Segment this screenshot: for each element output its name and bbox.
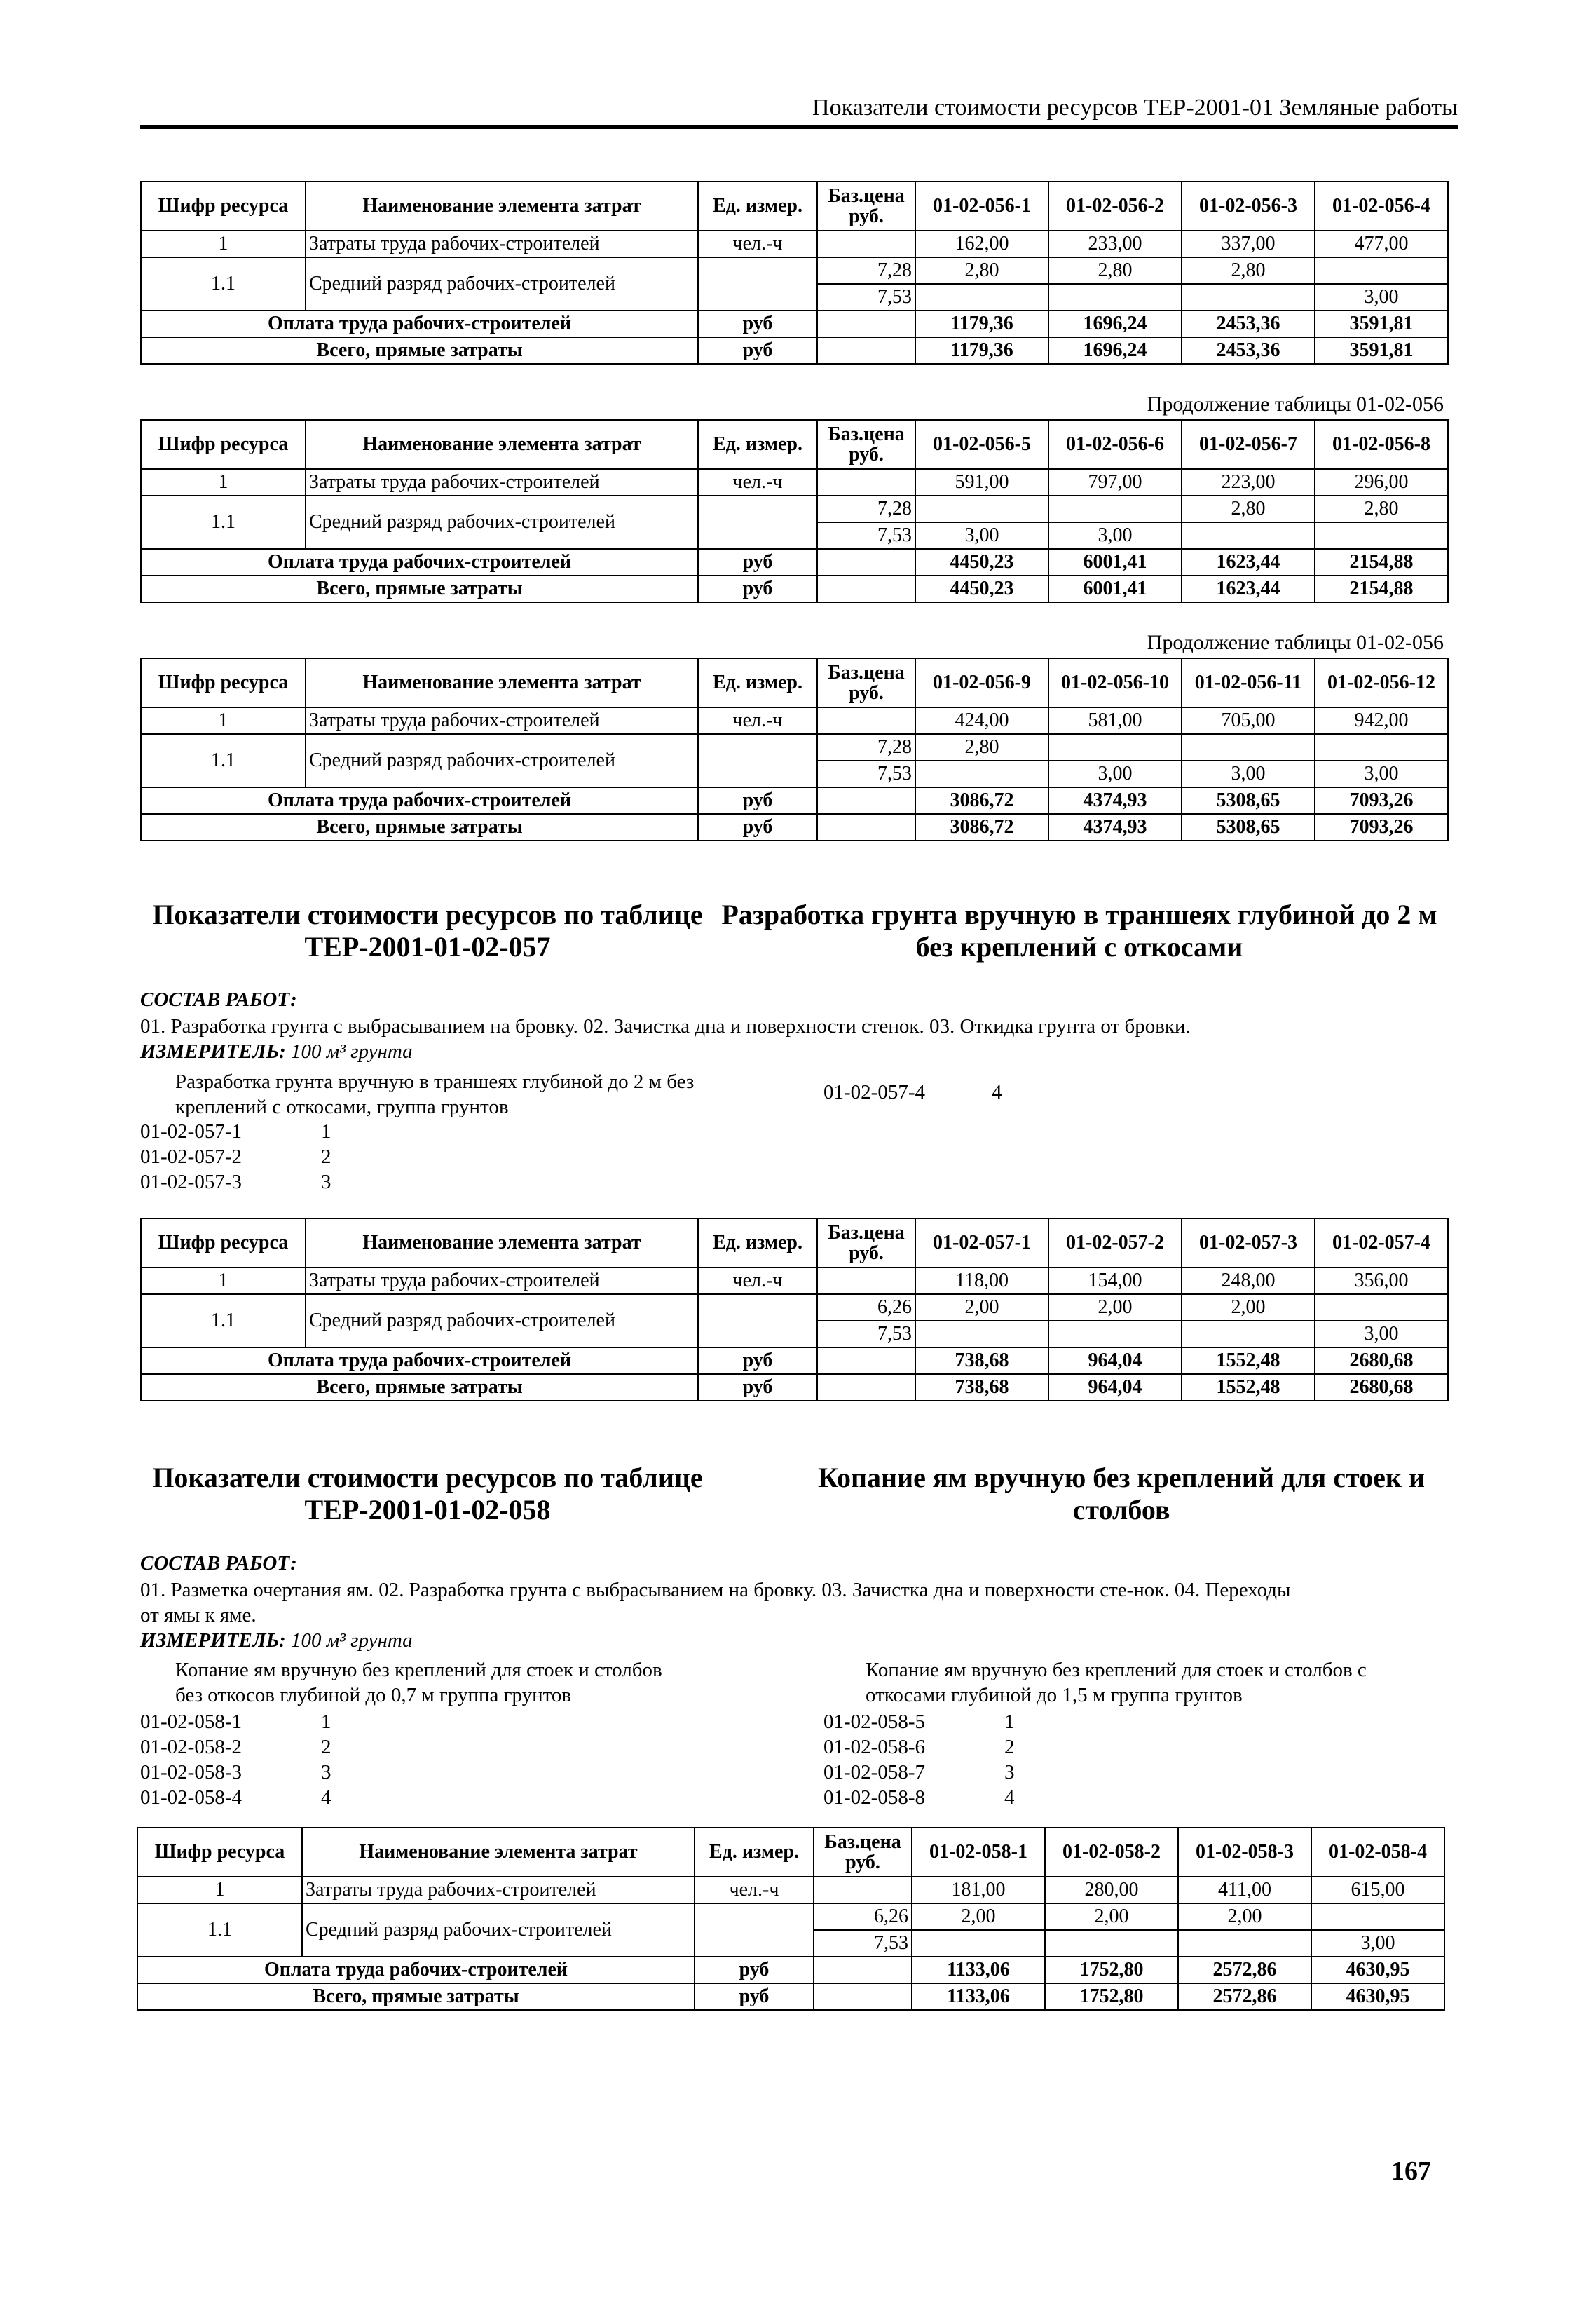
labor-cell: 797,00 <box>1048 469 1182 496</box>
s57-desc: Разработка грунта вручную в траншеях глубиной до 2 м без креплений с откосами, группа грунтов <box>175 1071 695 1118</box>
total-cell: 1179,36 <box>915 337 1048 364</box>
grade-cell: 2,80 <box>915 257 1048 284</box>
total-cell: 3086,72 <box>915 814 1048 841</box>
row-total-price <box>817 814 915 841</box>
total-cell: 1623,44 <box>1182 576 1315 602</box>
row-labor-unit: чел.-ч <box>698 469 817 496</box>
total-cell: 5308,65 <box>1182 814 1315 841</box>
s57-sostav-label: СОСТАВ РАБОТ: <box>140 988 297 1011</box>
row-labor-code: 1 <box>137 1877 302 1903</box>
row-grade-code: 1.1 <box>137 1903 302 1957</box>
s58-left-desc: Копание ям вручную без креплений для стоек и столбов без откосов глубиной до 0,7 м группа грунтов <box>175 1659 662 1706</box>
grade-cell <box>915 761 1048 787</box>
col-head: 01-02-057-4 <box>1315 1218 1448 1268</box>
row-grade-unit <box>695 1903 814 1957</box>
pay-cell: 1623,44 <box>1182 549 1315 576</box>
page-number: 167 <box>1391 2156 1431 2186</box>
pay-cell: 3086,72 <box>915 787 1048 814</box>
grade-price-1: 7,28 <box>817 496 915 522</box>
grade-cell <box>1045 1930 1178 1957</box>
pay-cell: 738,68 <box>915 1347 1048 1374</box>
grade-cell: 2,00 <box>1045 1903 1178 1930</box>
code-item: 01-02-058-3 3 <box>140 1761 331 1783</box>
pay-cell: 4450,23 <box>915 549 1048 576</box>
col-head: 01-02-057-2 <box>1048 1218 1182 1268</box>
row-total-name: Всего, прямые затраты <box>137 1983 695 2010</box>
s58-measure: ИЗМЕРИТЕЛЬ: 100 м³ грунта <box>140 1629 413 1652</box>
s57-title-right: Разработка грунта вручную в траншеях глубиной до 2 м без креплений с откосами <box>721 899 1437 963</box>
grade-cell <box>915 1321 1048 1347</box>
s57-measure: ИЗМЕРИТЕЛЬ: 100 м³ грунта <box>140 1040 413 1063</box>
col-head: 01-02-056-1 <box>915 182 1048 231</box>
row-total-name: Всего, прямые затраты <box>141 337 698 364</box>
row-labor-code: 1 <box>141 707 306 734</box>
grade-cell: 2,80 <box>1048 257 1182 284</box>
row-pay-unit: руб <box>698 787 817 814</box>
grade-price-2: 7,53 <box>817 761 915 787</box>
total-cell: 1133,06 <box>912 1983 1045 2010</box>
row-labor-price <box>817 1268 915 1294</box>
col-name-header: Наименование элемента затрат <box>306 182 698 231</box>
grade-cell: 2,80 <box>915 734 1048 761</box>
continuation-label: Продолжение таблицы 01-02-056 <box>1147 631 1444 654</box>
col-head: 01-02-057-1 <box>915 1218 1048 1268</box>
row-pay-price <box>817 311 915 337</box>
page-header: Показатели стоимости ресурсов ТЕР-2001-01 Земляные работы <box>140 91 1458 129</box>
row-labor-price <box>817 469 915 496</box>
row-pay-unit: руб <box>695 1957 814 1983</box>
row-pay-unit: руб <box>698 549 817 576</box>
s58-sostav-label: СОСТАВ РАБОТ: <box>140 1552 297 1575</box>
total-cell: 964,04 <box>1048 1374 1182 1401</box>
row-total-name: Всего, прямые затраты <box>141 1374 698 1401</box>
row-grade-unit <box>698 1294 817 1347</box>
labor-cell: 942,00 <box>1315 707 1448 734</box>
row-labor-unit: чел.-ч <box>698 707 817 734</box>
row-labor-unit: чел.-ч <box>698 231 817 257</box>
total-cell: 2453,36 <box>1182 337 1315 364</box>
total-cell: 7093,26 <box>1315 814 1448 841</box>
s58-left-codes <box>140 1709 331 1810</box>
s58-sostav-text: 01. Разметка очертания ям. 02. Разработка грунта с выбрасыванием на бровку. 03. Зачистка дна и поверхности сте-нок. 04. Переходы от ямы к яме. <box>140 1579 1291 1626</box>
resource-table-1 <box>140 181 1449 365</box>
grade-cell <box>1048 496 1182 522</box>
grade-cell: 2,00 <box>912 1903 1045 1930</box>
grade-cell <box>1315 257 1448 284</box>
row-grade-unit <box>698 734 817 787</box>
row-pay-name: Оплата труда рабочих-строителей <box>141 311 698 337</box>
resource-table-4 <box>140 1218 1449 1401</box>
row-grade-code: 1.1 <box>141 734 306 787</box>
row-pay-name: Оплата труда рабочих-строителей <box>141 1347 698 1374</box>
total-cell: 3591,81 <box>1315 337 1448 364</box>
col-head: 01-02-056-5 <box>915 420 1048 469</box>
code-item: 01-02-057-2 2 <box>140 1146 331 1168</box>
col-head: 01-02-058-3 <box>1178 1828 1311 1877</box>
total-cell: 738,68 <box>915 1374 1048 1401</box>
labor-cell: 118,00 <box>915 1268 1048 1294</box>
row-total-price <box>814 1983 912 2010</box>
pay-cell: 7093,26 <box>1315 787 1448 814</box>
code-item: 01-02-058-1 1 <box>140 1711 331 1733</box>
row-grade-code: 1.1 <box>141 1294 306 1347</box>
row-labor-name: Затраты труда рабочих-строителей <box>306 1268 698 1294</box>
row-grade-name: Средний разряд рабочих-строителей <box>306 1294 698 1347</box>
grade-cell: 3,00 <box>1048 522 1182 549</box>
grade-cell: 3,00 <box>1315 1321 1448 1347</box>
grade-cell <box>1048 1321 1182 1347</box>
pay-cell: 3591,81 <box>1315 311 1448 337</box>
row-pay-price <box>814 1957 912 1983</box>
row-grade-unit <box>698 257 817 311</box>
grade-cell: 2,80 <box>1182 257 1315 284</box>
labor-cell: 356,00 <box>1315 1268 1448 1294</box>
col-name-header: Наименование элемента затрат <box>306 420 698 469</box>
labor-cell: 581,00 <box>1048 707 1182 734</box>
total-cell: 1552,48 <box>1182 1374 1315 1401</box>
pay-cell: 2680,68 <box>1315 1347 1448 1374</box>
s58-right-codes <box>823 1709 1015 1810</box>
row-grade-name: Средний разряд рабочих-строителей <box>302 1903 695 1957</box>
grade-cell <box>1048 284 1182 311</box>
col-head: 01-02-056-3 <box>1182 182 1315 231</box>
pay-cell: 5308,65 <box>1182 787 1315 814</box>
col-code-header: Шифр ресурса <box>141 182 306 231</box>
col-code-header: Шифр ресурса <box>141 420 306 469</box>
row-pay-price <box>817 1347 915 1374</box>
labor-cell: 162,00 <box>915 231 1048 257</box>
grade-cell <box>1315 522 1448 549</box>
col-head: 01-02-057-3 <box>1182 1218 1315 1268</box>
grade-cell <box>912 1930 1045 1957</box>
grade-cell: 2,00 <box>915 1294 1048 1321</box>
row-pay-unit: руб <box>698 311 817 337</box>
pay-cell: 964,04 <box>1048 1347 1182 1374</box>
col-code-header: Шифр ресурса <box>141 658 306 707</box>
grade-cell: 3,00 <box>1315 761 1448 787</box>
pay-cell: 2453,36 <box>1182 311 1315 337</box>
code-item: 01-02-058-7 3 <box>823 1761 1015 1783</box>
row-labor-code: 1 <box>141 469 306 496</box>
col-name-header: Наименование элемента затрат <box>302 1828 695 1877</box>
grade-cell: 3,00 <box>915 522 1048 549</box>
s57-sostav-text: 01. Разработка грунта с выбрасыванием на бровку. 02. Зачистка дна и поверхности стенок. 03. Откидка грунта от бровки. <box>140 1015 1191 1038</box>
labor-cell: 411,00 <box>1178 1877 1311 1903</box>
col-unit-header: Ед. измер. <box>698 420 817 469</box>
col-price-header: Баз.цена руб. <box>814 1828 912 1877</box>
grade-cell: 2,00 <box>1182 1294 1315 1321</box>
row-total-price <box>817 576 915 602</box>
row-total-unit: руб <box>698 337 817 364</box>
row-labor-name: Затраты труда рабочих-строителей <box>306 231 698 257</box>
code-item: 01-02-058-8 4 <box>823 1786 1015 1809</box>
labor-cell: 424,00 <box>915 707 1048 734</box>
total-cell: 4630,95 <box>1311 1983 1444 2010</box>
labor-cell: 223,00 <box>1182 469 1315 496</box>
row-pay-price <box>817 787 915 814</box>
row-labor-price <box>817 707 915 734</box>
pay-cell: 1179,36 <box>915 311 1048 337</box>
grade-price-1: 6,26 <box>817 1294 915 1321</box>
grade-cell <box>915 496 1048 522</box>
col-head: 01-02-056-9 <box>915 658 1048 707</box>
labor-cell: 615,00 <box>1311 1877 1444 1903</box>
row-total-price <box>817 337 915 364</box>
labor-cell: 705,00 <box>1182 707 1315 734</box>
row-grade-name: Средний разряд рабочих-строителей <box>306 734 698 787</box>
pay-cell: 6001,41 <box>1048 549 1182 576</box>
grade-cell <box>1315 734 1448 761</box>
s57-title-left: Показатели стоимости ресурсов по таблице ТЕР-2001-01-02-057 <box>152 899 703 963</box>
resource-table-3 <box>140 658 1449 841</box>
col-head: 01-02-056-6 <box>1048 420 1182 469</box>
row-labor-name: Затраты труда рабочих-строителей <box>306 707 698 734</box>
total-cell: 6001,41 <box>1048 576 1182 602</box>
pay-cell: 1752,80 <box>1045 1957 1178 1983</box>
pay-cell: 4374,93 <box>1048 787 1182 814</box>
row-grade-code: 1.1 <box>141 496 306 549</box>
col-unit-header: Ед. измер. <box>698 1218 817 1268</box>
labor-cell: 248,00 <box>1182 1268 1315 1294</box>
row-pay-price <box>817 549 915 576</box>
row-labor-code: 1 <box>141 231 306 257</box>
row-total-price <box>817 1374 915 1401</box>
grade-price-2: 7,53 <box>814 1930 912 1957</box>
col-code-header: Шифр ресурса <box>141 1218 306 1268</box>
row-pay-name: Оплата труда рабочих-строителей <box>141 549 698 576</box>
row-grade-unit <box>698 496 817 549</box>
col-name-header: Наименование элемента затрат <box>306 658 698 707</box>
row-labor-code: 1 <box>141 1268 306 1294</box>
col-unit-header: Ед. измер. <box>698 658 817 707</box>
grade-cell <box>1182 522 1315 549</box>
code-item: 01-02-058-5 1 <box>823 1711 1015 1733</box>
col-unit-header: Ед. измер. <box>695 1828 814 1877</box>
col-head: 01-02-056-2 <box>1048 182 1182 231</box>
grade-cell <box>1178 1930 1311 1957</box>
col-head: 01-02-056-7 <box>1182 420 1315 469</box>
labor-cell: 477,00 <box>1315 231 1448 257</box>
col-head: 01-02-056-11 <box>1182 658 1315 707</box>
row-total-unit: руб <box>695 1983 814 2010</box>
col-price-header: Баз.цена руб. <box>817 1218 915 1268</box>
grade-cell <box>1048 734 1182 761</box>
s57-code-4: 01-02-057-4 4 <box>823 1081 1002 1103</box>
labor-cell: 280,00 <box>1045 1877 1178 1903</box>
row-total-unit: руб <box>698 576 817 602</box>
col-unit-header: Ед. измер. <box>698 182 817 231</box>
row-total-unit: руб <box>698 814 817 841</box>
grade-cell: 3,00 <box>1048 761 1182 787</box>
col-name-header: Наименование элемента затрат <box>306 1218 698 1268</box>
pay-cell: 2572,86 <box>1178 1957 1311 1983</box>
grade-cell: 3,00 <box>1311 1930 1444 1957</box>
pay-cell: 2154,88 <box>1315 549 1448 576</box>
labor-cell: 296,00 <box>1315 469 1448 496</box>
row-labor-price <box>817 231 915 257</box>
grade-price-1: 7,28 <box>817 734 915 761</box>
resource-table-2 <box>140 419 1449 603</box>
labor-cell: 181,00 <box>912 1877 1045 1903</box>
pay-cell: 1133,06 <box>912 1957 1045 1983</box>
grade-cell <box>915 284 1048 311</box>
grade-cell <box>1182 284 1315 311</box>
col-head: 01-02-058-4 <box>1311 1828 1444 1877</box>
grade-price-1: 6,26 <box>814 1903 912 1930</box>
code-item: 01-02-057-3 3 <box>140 1171 331 1193</box>
row-labor-unit: чел.-ч <box>695 1877 814 1903</box>
col-head: 01-02-056-10 <box>1048 658 1182 707</box>
pay-cell: 1696,24 <box>1048 311 1182 337</box>
total-cell: 1752,80 <box>1045 1983 1178 2010</box>
total-cell: 2680,68 <box>1315 1374 1448 1401</box>
labor-cell: 233,00 <box>1048 231 1182 257</box>
code-item: 01-02-057-1 1 <box>140 1120 331 1143</box>
labor-cell: 337,00 <box>1182 231 1315 257</box>
row-grade-name: Средний разряд рабочих-строителей <box>306 257 698 311</box>
row-total-name: Всего, прямые затраты <box>141 814 698 841</box>
code-item: 01-02-058-4 4 <box>140 1786 331 1809</box>
s58-title-left: Показатели стоимости ресурсов по таблице ТЕР-2001-01-02-058 <box>152 1462 703 1525</box>
grade-cell <box>1315 1294 1448 1321</box>
s58-right-desc: Копание ям вручную без креплений для стоек и столбов с откосами глубиной до 1,5 м группа грунтов <box>866 1659 1367 1706</box>
grade-cell: 2,00 <box>1178 1903 1311 1930</box>
grade-price-2: 7,53 <box>817 284 915 311</box>
labor-cell: 154,00 <box>1048 1268 1182 1294</box>
col-head: 01-02-056-8 <box>1315 420 1448 469</box>
total-cell: 1696,24 <box>1048 337 1182 364</box>
resource-table-5 <box>137 1827 1445 2011</box>
row-pay-name: Оплата труда рабочих-строителей <box>137 1957 695 1983</box>
continuation-label: Продолжение таблицы 01-02-056 <box>1147 393 1444 416</box>
grade-price-1: 7,28 <box>817 257 915 284</box>
grade-cell <box>1311 1903 1444 1930</box>
total-cell: 2572,86 <box>1178 1983 1311 2010</box>
col-price-header: Баз.цена руб. <box>817 420 915 469</box>
row-total-name: Всего, прямые затраты <box>141 576 698 602</box>
col-head: 01-02-056-12 <box>1315 658 1448 707</box>
row-grade-code: 1.1 <box>141 257 306 311</box>
row-labor-unit: чел.-ч <box>698 1268 817 1294</box>
row-grade-name: Средний разряд рабочих-строителей <box>306 496 698 549</box>
col-price-header: Баз.цена руб. <box>817 182 915 231</box>
code-item: 01-02-058-6 2 <box>823 1736 1015 1758</box>
col-head: 01-02-056-4 <box>1315 182 1448 231</box>
total-cell: 4374,93 <box>1048 814 1182 841</box>
grade-cell: 2,80 <box>1182 496 1315 522</box>
row-labor-name: Затраты труда рабочих-строителей <box>306 469 698 496</box>
grade-cell <box>1182 1321 1315 1347</box>
total-cell: 4450,23 <box>915 576 1048 602</box>
s58-title-right: Копание ям вручную без креплений для стоек и столбов <box>817 1462 1426 1525</box>
col-code-header: Шифр ресурса <box>137 1828 302 1877</box>
grade-cell: 2,00 <box>1048 1294 1182 1321</box>
grade-price-2: 7,53 <box>817 522 915 549</box>
s57-code-list <box>140 1119 331 1195</box>
grade-price-2: 7,53 <box>817 1321 915 1347</box>
pay-cell: 4630,95 <box>1311 1957 1444 1983</box>
pay-cell: 1552,48 <box>1182 1347 1315 1374</box>
row-pay-name: Оплата труда рабочих-строителей <box>141 787 698 814</box>
row-labor-price <box>814 1877 912 1903</box>
row-total-unit: руб <box>698 1374 817 1401</box>
total-cell: 2154,88 <box>1315 576 1448 602</box>
row-labor-name: Затраты труда рабочих-строителей <box>302 1877 695 1903</box>
row-pay-unit: руб <box>698 1347 817 1374</box>
grade-cell: 2,80 <box>1315 496 1448 522</box>
col-price-header: Баз.цена руб. <box>817 658 915 707</box>
grade-cell <box>1182 734 1315 761</box>
grade-cell: 3,00 <box>1182 761 1315 787</box>
col-head: 01-02-058-1 <box>912 1828 1045 1877</box>
code-item: 01-02-058-2 2 <box>140 1736 331 1758</box>
grade-cell: 3,00 <box>1315 284 1448 311</box>
col-head: 01-02-058-2 <box>1045 1828 1178 1877</box>
labor-cell: 591,00 <box>915 469 1048 496</box>
